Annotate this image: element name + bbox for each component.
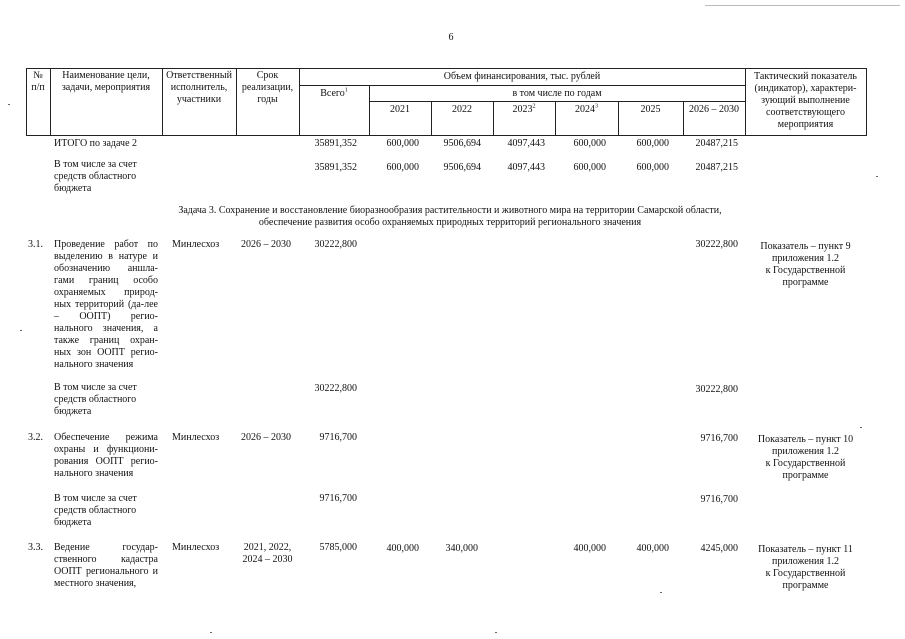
scan-speck [495, 632, 497, 633]
row-name: В том числе за счет средств областного бюджета [54, 493, 137, 528]
row-value-2023: 4097,443 [507, 138, 545, 149]
header-term: Срок реализации, годы [241, 70, 294, 105]
row-value-2021: 600,000 [386, 138, 419, 149]
header-year-2022: 2022 [452, 104, 472, 115]
row-total: 9716,700 [319, 432, 357, 443]
row-value-2025: 400,000 [636, 543, 669, 554]
row-value-2025: 600,000 [636, 162, 669, 173]
header-name: Наименование цели, задачи, мероприятия [61, 70, 151, 93]
row-value-2024: 600,000 [573, 138, 606, 149]
header-num: № п/п [31, 70, 45, 93]
row-value-2026-2030: 20487,215 [695, 138, 738, 149]
header-by-years: в том числе по годам [512, 88, 602, 99]
row-total: 35891,352 [314, 138, 357, 149]
row-value-2024: 400,000 [573, 543, 606, 554]
row-executor: Минлесхоз [172, 239, 220, 250]
row-indicator: Показатель – пункт 11 приложения 1.2 к Государственной программе [758, 544, 853, 591]
row-name: Обеспечение режима охраны и функциони-рования ООПТ регио-нального значения [54, 432, 158, 479]
row-term: 2026 – 2030 [241, 432, 291, 443]
header-executor: Ответственный исполнитель, участники [166, 70, 232, 105]
row-name: Ведение государ-ственного кадастра ООПТ регионального и местного значения, [54, 542, 158, 589]
row-total: 30222,800 [314, 383, 357, 394]
header-year-2021: 2021 [390, 104, 410, 115]
header-year-2026-2030: 2026 – 2030 [689, 104, 739, 115]
row-indicator: Показатель – пункт 9 приложения 1.2 к Государственной программе [760, 241, 851, 288]
row-executor: Минлесхоз [172, 542, 220, 553]
row-number: 3.2. [28, 432, 43, 443]
task3-title: Задача 3. Сохранение и восстановление биоразнообразия растительности и животного мира на территории Самарской области, обеспечение развития особо охраняемых природных территорий регионального значения [178, 205, 722, 228]
row-value-2021: 400,000 [386, 543, 419, 554]
row-name: В том числе за счет средств областного бюджета [54, 159, 137, 194]
header-total: Всего$^1$ [320, 87, 348, 99]
row-value-2026-2030: 4245,000 [700, 543, 738, 554]
row-value-2021: 600,000 [386, 162, 419, 173]
row-number: 3.3. [28, 542, 43, 553]
scan-speck [20, 330, 22, 331]
scan-speck [860, 427, 862, 428]
row-term: 2026 – 2030 [241, 239, 291, 250]
row-indicator: Показатель – пункт 10 приложения 1.2 к Государственной программе [757, 434, 854, 481]
header-year-2023: 2023$^2$ [512, 103, 536, 115]
row-total: 5785,000 [319, 542, 357, 553]
row-value-2026-2030: 9716,700 [700, 494, 738, 505]
header-year-2024: 2024$^3$ [575, 103, 598, 115]
row-value-2026-2030: 30222,800 [695, 239, 738, 250]
row-total: 30222,800 [314, 239, 357, 250]
row-total: 35891,352 [314, 162, 357, 173]
row-value-2026-2030: 30222,800 [695, 384, 738, 395]
scan-speck [660, 592, 662, 593]
row-value-2023: 4097,443 [507, 162, 545, 173]
row-value-2022: 340,000 [445, 543, 478, 554]
row-value-2022: 9506,694 [443, 162, 481, 173]
row-value-2022: 9506,694 [443, 138, 481, 149]
row-executor: Минлесхоз [172, 432, 220, 443]
row-total: 9716,700 [319, 493, 357, 504]
row-value-2026-2030: 9716,700 [700, 433, 738, 444]
row-value-2024: 600,000 [573, 162, 606, 173]
row-name: ИТОГО по задаче 2 [54, 138, 138, 149]
header-indicator: Тактический показатель (индикатор), характери- зующий выполнение соответствующего мероприятия [754, 71, 857, 130]
row-value-2026-2030: 20487,215 [695, 162, 738, 173]
header-year-2025: 2025 [640, 104, 661, 115]
row-term: 2021, 2022, 2024 – 2030 [242, 542, 293, 565]
page-number: 6 [448, 32, 454, 43]
scan-speck [8, 104, 10, 105]
scan-speck [876, 176, 878, 177]
row-number: 3.1. [28, 239, 43, 250]
scan-artifact-line [705, 5, 900, 6]
scan-speck [210, 632, 212, 633]
row-value-2025: 600,000 [636, 138, 669, 149]
row-name: Проведение работ по выделению в натуре и обозначению аншла-гами границ особо охраняемых природ-ных территорий (да-лее – ООПТ) регио-нального значения, а также границ охран-ных зон ООПТ регио-нального значения [54, 239, 158, 370]
header-funding: Объем финансирования, тыс. рублей [443, 71, 601, 82]
row-name: В том числе за счет средств областного бюджета [54, 382, 137, 417]
